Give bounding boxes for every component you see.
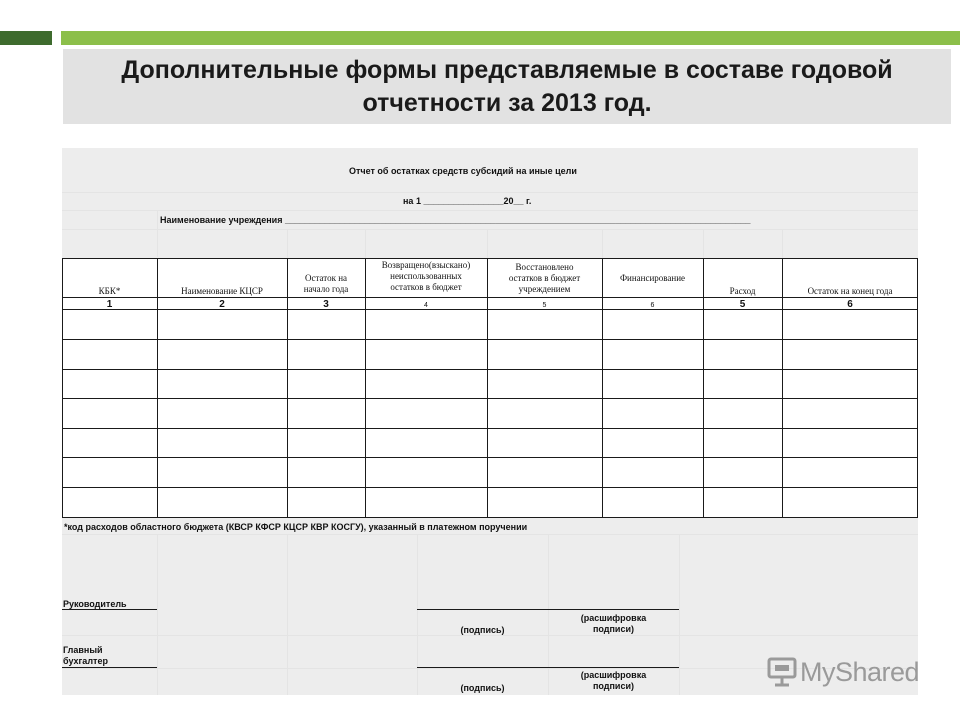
table-col-line	[62, 258, 63, 518]
header-line: учреждением	[518, 284, 571, 294]
table-row-line	[62, 339, 918, 340]
header-line: начало года	[303, 284, 349, 294]
gridline	[287, 535, 288, 695]
header-start-balance	[287, 273, 365, 295]
column-number: 3	[323, 299, 329, 310]
gridline	[62, 229, 918, 230]
institution-line: Наименование учреждения _____________________________________________________________________________________________	[160, 215, 751, 225]
chief-accountant-line: бухгалтер	[63, 656, 108, 666]
column-number: 6	[847, 299, 853, 310]
report-title: Отчет об остатках средств субсидий на иные цели	[349, 166, 577, 176]
head-label: Руководитель	[63, 599, 127, 609]
watermark	[766, 656, 919, 688]
gridline	[62, 210, 918, 211]
header-expense: Расход	[729, 286, 756, 296]
header-kcsr-name: Наименование КЦСР	[181, 286, 263, 296]
gridline	[602, 230, 603, 258]
column-number: 1	[106, 299, 113, 310]
gridline	[62, 192, 918, 193]
chief-accountant-label	[63, 645, 108, 667]
signature-underline	[62, 609, 157, 610]
table-row-line	[62, 457, 918, 458]
column-number: 5	[542, 302, 547, 309]
column-number: 5	[739, 299, 746, 310]
table-row-line	[62, 428, 918, 429]
signature-line	[417, 667, 679, 668]
header-financing: Финансирование	[619, 273, 686, 283]
column-number: 6	[650, 302, 655, 309]
header-line: Остаток на	[304, 273, 348, 283]
slide-title	[63, 49, 951, 124]
presentation-icon	[766, 656, 800, 688]
chief-accountant-line: Главный	[63, 645, 103, 655]
decode-caption	[548, 670, 679, 692]
table-row-line	[62, 487, 918, 488]
decode-caption-line: (расшифровка	[580, 670, 647, 680]
header-restored	[487, 262, 602, 295]
report-form	[62, 148, 918, 695]
table-col-line	[917, 258, 918, 518]
gridline	[157, 211, 158, 257]
column-number: 4	[424, 302, 428, 309]
table-col-line	[703, 258, 704, 518]
table-col-line	[782, 258, 783, 518]
date-line: на 1 ________________20__ г.	[403, 196, 532, 206]
header-line: остатков в бюджет	[508, 273, 581, 283]
signature-line	[417, 609, 679, 610]
table-col-line	[157, 258, 158, 518]
table-row-line	[62, 369, 918, 370]
decode-caption	[548, 613, 679, 635]
gridline	[679, 535, 680, 695]
decode-caption-line: подписи)	[592, 624, 635, 634]
header-end-balance: Остаток на конец года	[807, 286, 893, 296]
accent-bar-dark	[0, 31, 52, 45]
table-col-line	[287, 258, 288, 518]
header-line: Возвращено(взыскано)	[381, 260, 471, 270]
table-border-top	[62, 258, 918, 259]
header-line: Восстановлено	[515, 262, 574, 272]
gridline	[287, 230, 288, 258]
gridline	[365, 230, 366, 258]
gridline	[703, 230, 704, 258]
header-line: неиспользованных	[390, 271, 462, 281]
decode-caption-line: подписи)	[592, 681, 635, 691]
slide-title-line-1: Дополнительные формы представляемые в составе годовой	[121, 55, 893, 84]
header-returned	[365, 260, 487, 293]
gridline	[417, 535, 418, 695]
decode-caption-line: (расшифровка	[580, 613, 647, 623]
table-border-bottom	[62, 517, 918, 518]
signature-underline	[62, 667, 157, 668]
table-header-divider	[62, 297, 918, 298]
accent-bar-light	[61, 31, 960, 45]
footnote: *код расходов областного бюджета (КВСР КФСР КЦСР КВР КОСГУ), указанный в платежном поручении	[64, 522, 528, 532]
table-row-line	[62, 398, 918, 399]
gridline	[487, 230, 488, 258]
column-number: 2	[219, 299, 225, 310]
signature-caption: (подпись)	[460, 683, 505, 693]
table-col-line	[602, 258, 603, 518]
header-line: остатков в бюджет	[390, 282, 462, 292]
table-col-line	[487, 258, 488, 518]
slide-title-line-2: отчетности за 2013 год.	[362, 88, 652, 117]
table-col-line	[365, 258, 366, 518]
signature-caption: (подпись)	[460, 625, 505, 635]
gridline	[157, 535, 158, 695]
gridline	[782, 230, 783, 258]
header-kbk: КБК*	[98, 286, 121, 296]
watermark-text: MyShared	[800, 656, 920, 687]
gridline	[62, 534, 918, 535]
